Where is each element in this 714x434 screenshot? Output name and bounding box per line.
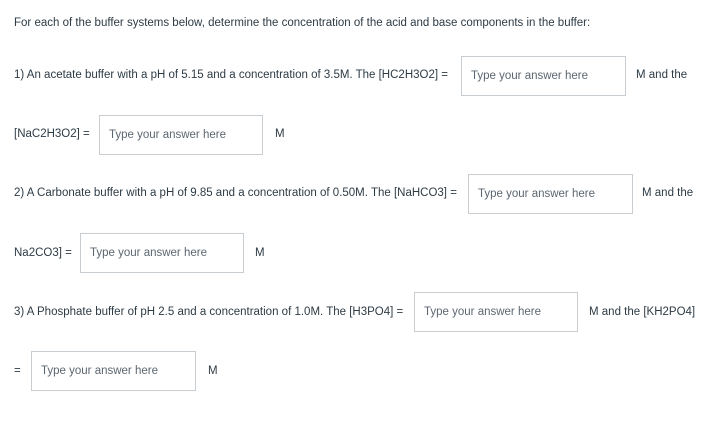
q1-hc2h3o2-answer-input[interactable] (461, 56, 626, 96)
q1-unit-label: M (275, 128, 285, 140)
q2-unit-label: M (255, 247, 265, 259)
q3-kh2po4-answer-input[interactable] (31, 351, 196, 391)
q3-after-blank-text: M and the [KH2PO4] (589, 306, 696, 318)
q2-prompt-text: 2) A Carbonate buffer with a pH of 9.85 and a concentration of 0.50M. The [NaHCO3] = (14, 187, 457, 199)
instructions-text: For each of the buffer systems below, determine the concentration of the acid and base components in the buffer: (14, 17, 591, 29)
q2-nahco3-answer-input[interactable] (468, 174, 633, 214)
q1-nac2h3o2-label: [NaC2H3O2] = (14, 128, 90, 140)
q1-after-blank-text: M and the (636, 69, 688, 81)
q3-h3po4-answer-input[interactable] (414, 292, 578, 332)
q3-kh2po4-label: = (14, 365, 21, 377)
q3-unit-label: M (208, 365, 218, 377)
q2-na2co3-label: Na2CO3] = (14, 247, 72, 259)
q2-after-blank-text: M and the (642, 187, 694, 199)
q3-prompt-text: 3) A Phosphate buffer of pH 2.5 and a concentration of 1.0M. The [H3PO4] = (14, 306, 404, 318)
q1-nac2h3o2-answer-input[interactable] (99, 115, 263, 155)
q1-prompt-text: 1) An acetate buffer with a pH of 5.15 and a concentration of 3.5M. The [HC2H3O2] = (14, 69, 448, 81)
q2-na2co3-answer-input[interactable] (80, 233, 244, 273)
